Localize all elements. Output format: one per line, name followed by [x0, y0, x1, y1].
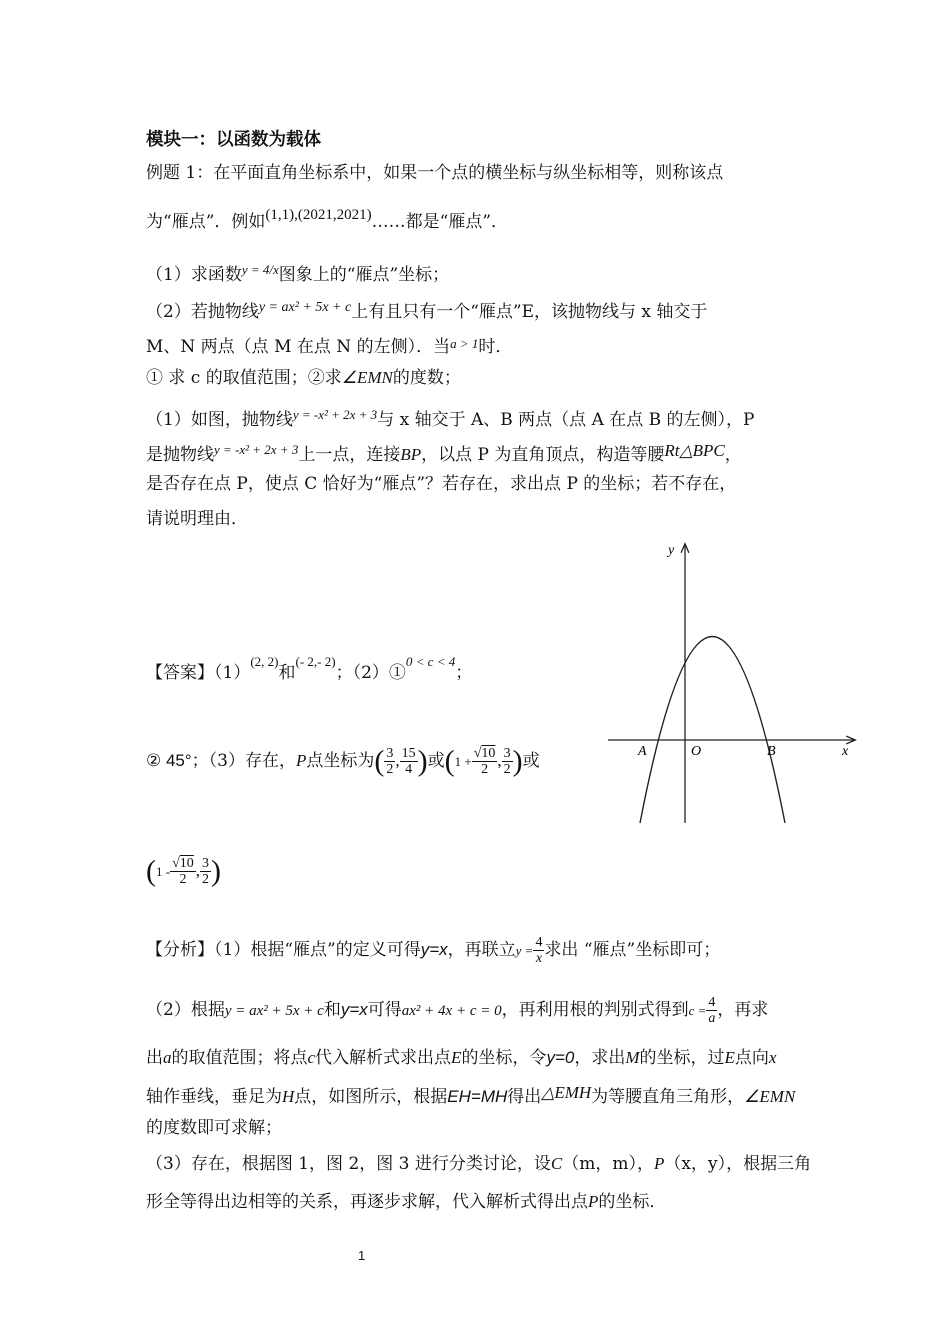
text: ，再联立 — [447, 940, 516, 960]
paren: ) — [417, 744, 428, 778]
analysis-line-5: 的度数即可求解； — [146, 1118, 282, 1138]
text: y = — [515, 943, 534, 958]
text: 为“雁点”．例如 — [146, 212, 266, 232]
text: 或 — [427, 751, 445, 771]
text: 得出 — [507, 1087, 542, 1107]
paren: ) — [512, 744, 523, 778]
text: y=0 — [546, 1048, 575, 1067]
text: （m，m） — [562, 1154, 637, 1174]
text: 1 - — [156, 864, 171, 879]
fraction: $\frac{√10}{2}$ — [473, 746, 496, 777]
analysis-line-7 — [146, 1190, 666, 1214]
num: 3 — [503, 746, 511, 761]
num: 4 — [708, 995, 716, 1010]
text: 与 x 轴交于 A、B 两点（点 A 在点 B 的左侧），P — [377, 410, 755, 430]
q1-function: y = 4/x — [241, 262, 279, 277]
answer-point-2: (- 2,- 2) — [295, 654, 336, 669]
text: ，以点 P 为直角顶点，构造等腰 — [421, 445, 665, 465]
axis-label-y: y — [668, 543, 675, 558]
text: 和 — [323, 1000, 341, 1020]
text: P — [588, 1192, 599, 1211]
text: c — [307, 1048, 316, 1067]
text: 出 — [146, 1048, 163, 1068]
den: 2 — [481, 762, 489, 777]
text: （1）求函数 — [146, 265, 242, 285]
analysis-line-4 — [146, 1081, 795, 1109]
text: E — [451, 1048, 462, 1067]
den: 2 — [179, 872, 187, 887]
paren: ( — [444, 744, 455, 778]
text: ① 求 c 的取值范围；②求 — [146, 368, 342, 388]
den: a — [708, 1011, 716, 1026]
segment-bp: BP — [400, 445, 422, 464]
analysis-line-6 — [146, 1152, 811, 1176]
text: 点，如图所示，根据 — [294, 1087, 448, 1107]
text: EH=MH — [447, 1087, 508, 1106]
text: 为等腰直角三角形， — [591, 1087, 745, 1107]
text: （x，y） — [664, 1154, 727, 1174]
text: 点坐标为 — [306, 751, 375, 771]
parabola-curve — [640, 637, 785, 824]
analysis-line-3 — [146, 1046, 776, 1070]
text: ； — [455, 663, 473, 683]
num: 3 — [202, 856, 210, 871]
text: y=x — [340, 1000, 368, 1019]
text: 点向 — [734, 1048, 769, 1068]
q3-function-2: y = -x² + 2x + 3 — [214, 442, 299, 457]
text: （1） — [214, 663, 251, 683]
fraction — [200, 856, 211, 887]
text: 轴作垂线，垂足为 — [146, 1087, 282, 1107]
text: P — [296, 751, 307, 770]
text: ； — [335, 663, 353, 683]
axis-label-x: x — [842, 744, 849, 759]
answer-angle: ② 45°； — [146, 751, 209, 770]
text: C — [550, 1154, 563, 1173]
text: 是抛物线 — [146, 445, 214, 465]
text: ，求出 — [574, 1048, 626, 1068]
num: 3 — [386, 746, 394, 761]
sqrt: 10 — [481, 746, 496, 761]
text: ，再利用根的判别式得到 — [501, 1000, 689, 1020]
den: 4 — [405, 762, 413, 777]
fraction — [400, 746, 418, 777]
text: （2）根据 — [146, 1000, 225, 1020]
text: 代入解析式求出点 — [315, 1048, 452, 1068]
sqrt: 10 — [179, 856, 194, 871]
analysis-line-1 — [146, 933, 720, 968]
question-3-line-3: 是否存在点 P，使点 C 恰好为“雁点”？若存在，求出点 P 的坐标；若不存在， — [146, 474, 737, 494]
question-2-line-2 — [146, 332, 512, 359]
text: 时． — [478, 337, 513, 357]
text: y = ax² + 5x + c — [224, 1003, 324, 1019]
text: 上有且只有一个“雁点”E，该抛物线与 x 轴交于 — [351, 302, 708, 322]
fraction — [502, 746, 513, 777]
point-label-o: O — [691, 744, 702, 759]
question-2-sub — [146, 366, 461, 390]
fraction — [384, 746, 395, 777]
text: ，再求 — [717, 1000, 769, 1020]
text: x — [768, 1048, 777, 1067]
q2-angle: ∠EMN — [341, 368, 393, 387]
text: 求出 “雁点”坐标即可； — [544, 940, 721, 960]
text: 上一点，连接 — [298, 445, 401, 465]
text: 的坐标． — [598, 1192, 667, 1212]
text: 的坐标，令 — [461, 1048, 547, 1068]
q2-condition: a > 1 — [450, 336, 479, 351]
paren: ( — [374, 744, 385, 778]
parabola-figure — [600, 535, 870, 830]
module-title: 模块一：以函数为载体 — [146, 130, 321, 150]
text: H — [282, 1087, 295, 1106]
text: E — [724, 1048, 735, 1067]
text: ， — [636, 1154, 654, 1174]
text: ， — [724, 445, 742, 465]
answer-c-range: 0 < c < 4 — [405, 654, 456, 669]
fraction — [533, 935, 544, 966]
question-3-line-2 — [146, 438, 742, 467]
den: 2 — [386, 762, 394, 777]
text: ……都是“雁点”． — [371, 212, 509, 232]
question-2-line-1 — [146, 296, 707, 324]
text: M — [625, 1048, 640, 1067]
question-1 — [146, 258, 449, 287]
fraction — [706, 995, 717, 1026]
answer-point-1: (2, 2) — [250, 654, 279, 669]
point-label-a: A — [638, 744, 647, 759]
text: 的坐标，过 — [639, 1048, 725, 1068]
text: 或 — [522, 751, 540, 771]
answer-label: 【答案】 — [146, 663, 214, 683]
text: y=x — [420, 940, 448, 959]
fraction: $\frac{√10}{2}$ — [172, 856, 194, 887]
paren: ( — [146, 854, 156, 888]
page-number: 1 — [358, 1248, 366, 1263]
text: ，根据三角 — [726, 1154, 812, 1174]
text: 图象上的“雁点”坐标； — [278, 265, 450, 285]
question-3-line-4: 请说明理由． — [146, 509, 248, 529]
text: a — [163, 1048, 172, 1067]
text: （2）① — [352, 663, 406, 683]
triangle-bpc: Rt△BPC — [664, 441, 725, 460]
text: 可得 — [367, 1000, 402, 1020]
text: ∠EMN — [744, 1087, 796, 1106]
text: （2）若抛物线 — [146, 302, 259, 322]
example-points: (1,1),(2021,2021) — [265, 207, 372, 223]
text: ax² + 4x + c = 0 — [401, 1003, 502, 1019]
den: 2 — [503, 762, 511, 777]
answer-line-3: (1 - $\frac{√10}{2}$ , $\frac{3}{2}$ ) — [146, 854, 222, 888]
text: 形全等得出边相等的关系，再逐步求解，代入解析式得出点 — [146, 1192, 588, 1212]
paren: ) — [211, 854, 222, 888]
text: （3）存在， — [208, 751, 296, 771]
example-line-1: 例题 1：在平面直角坐标系中，如果一个点的横坐标与纵坐标相等，则称该点 — [146, 163, 724, 183]
q2-function: y = ax² + 5x + c — [258, 300, 352, 315]
text: △EMH — [541, 1083, 592, 1102]
example-line-2 — [146, 203, 508, 234]
point-label-b: B — [767, 744, 776, 759]
num: 15 — [401, 746, 416, 761]
text: 的度数； — [392, 368, 461, 388]
q3-function: y = -x² + 2x + 3 — [292, 407, 378, 422]
text: 和 — [278, 663, 296, 683]
text: c = — [688, 1003, 707, 1018]
answer-line-1 — [146, 650, 472, 685]
text: （3）存在，根据图 1，图 2，图 3 进行分类讨论，设 — [146, 1154, 551, 1174]
answer-line-2: ② 45°；（3）存在，P点坐标为( $\frac{3}{2}$ , $\frac{15}{4}$ )或(1 + $\frac{√10}{2}$ , $\frac{3}{2}$ )或 — [146, 744, 540, 778]
analysis-line-2 — [146, 993, 768, 1028]
question-3-line-1 — [146, 403, 754, 432]
text: （1）如图，抛物线 — [146, 410, 293, 430]
text: 的取值范围；将点 — [171, 1048, 308, 1068]
den: x — [535, 951, 543, 966]
text: 1 + — [454, 754, 472, 769]
den: 2 — [202, 872, 210, 887]
num: 4 — [535, 935, 543, 950]
text: M、N 两点（点 M 在点 N 的左侧）．当 — [146, 337, 451, 357]
text: P — [653, 1154, 665, 1173]
text: （1）根据“雁点”的定义可得 — [214, 940, 421, 960]
analysis-label: 【分析】 — [146, 940, 214, 960]
